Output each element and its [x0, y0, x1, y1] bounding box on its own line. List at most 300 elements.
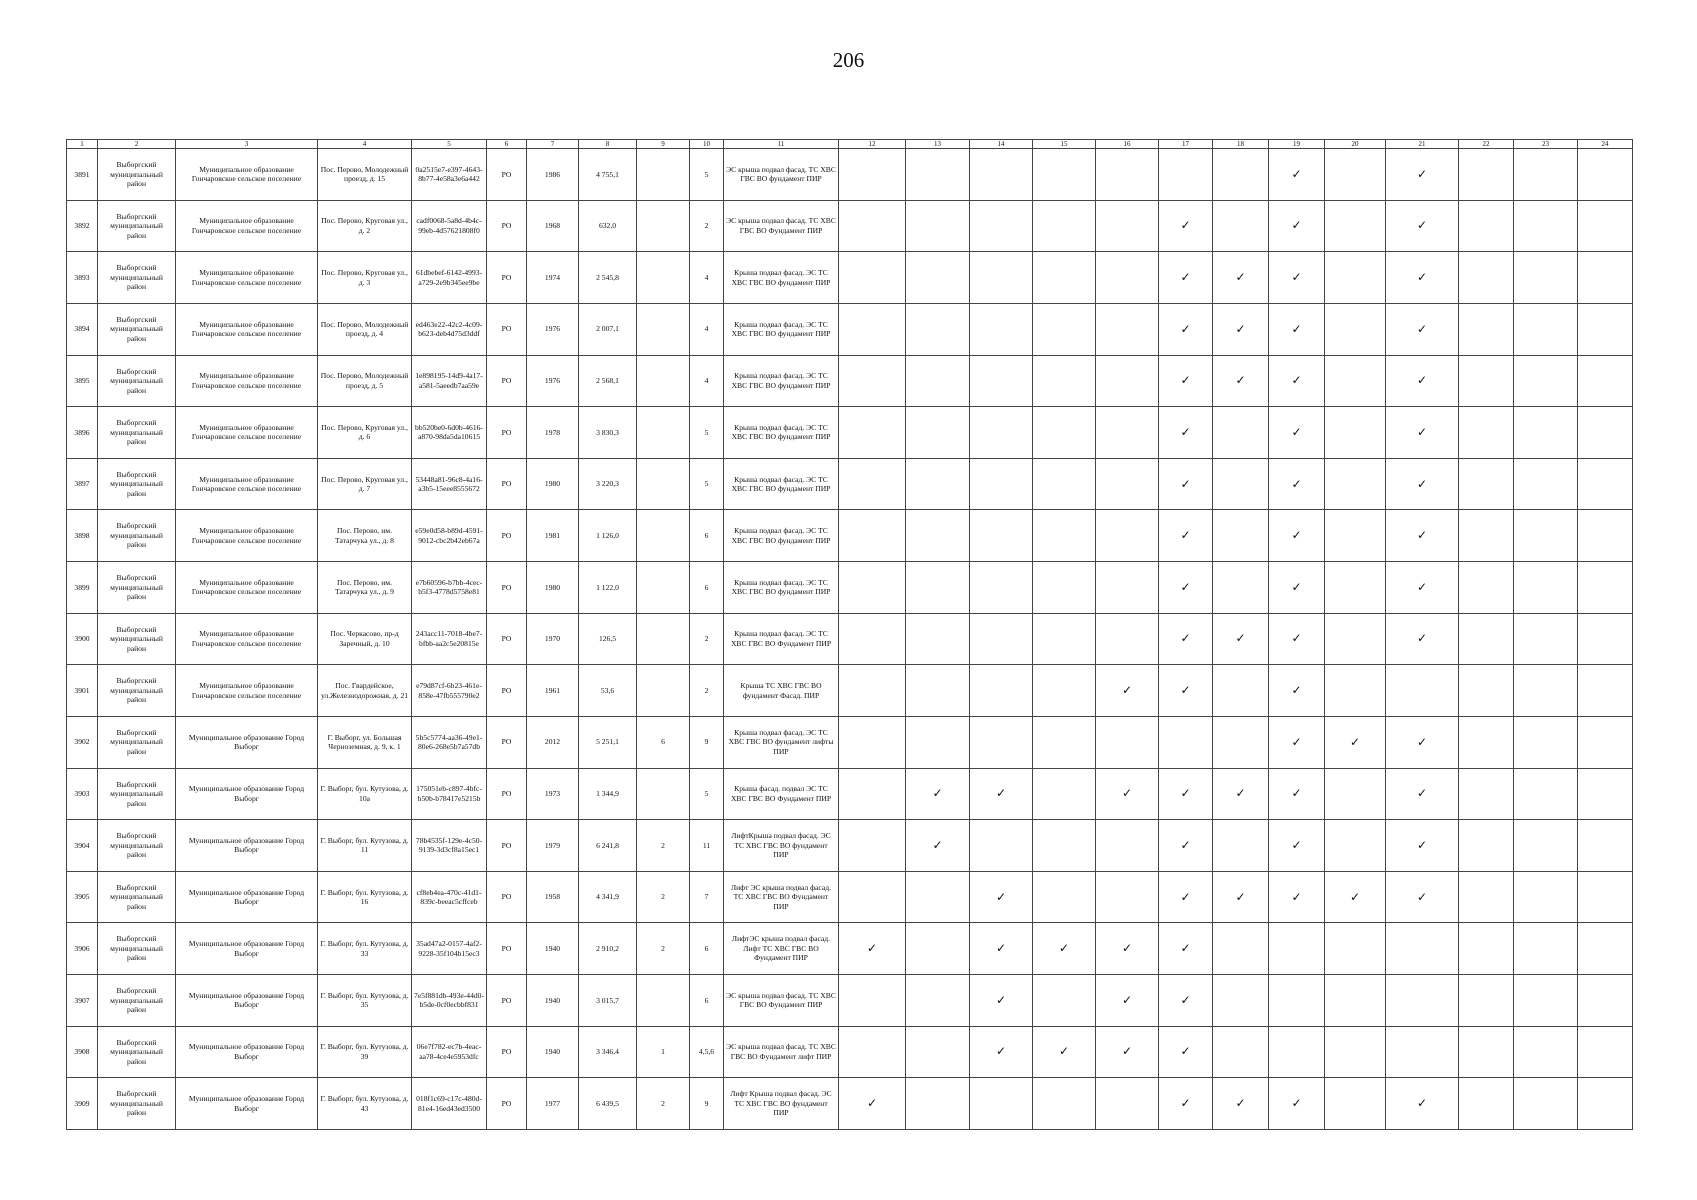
column-number: 4 [318, 140, 412, 149]
empty-cell [839, 458, 906, 510]
district-cell: Выборгский муниципальный район [98, 303, 176, 355]
guid-cell: 61dbebef-6142-4993-a729-2e9b345ee9be [412, 252, 487, 304]
empty-cell [1514, 407, 1578, 459]
district-cell: Выборгский муниципальный район [98, 355, 176, 407]
empty-cell [970, 407, 1033, 459]
empty-cell [839, 149, 906, 201]
empty-cell [1325, 355, 1386, 407]
empty-cell [839, 613, 906, 665]
form-cell: РО [487, 975, 527, 1027]
year-cell: 1968 [527, 200, 579, 252]
column-number: 19 [1269, 140, 1325, 149]
checkmark-icon: ✓ [1269, 458, 1325, 510]
area-cell: 5 251,1 [579, 716, 637, 768]
table-row [67, 355, 1633, 407]
col9-cell [637, 510, 690, 562]
address-cell: Пос. Перово, им. Татарчука ул., д. 9 [318, 562, 412, 614]
form-cell: РО [487, 1026, 527, 1078]
col9-cell [637, 200, 690, 252]
empty-cell [1459, 303, 1514, 355]
empty-cell [1213, 407, 1269, 459]
works-cell: Крыша подвал фасад. ЭС ТС ХВС ГВС ВО фундамент ПИР [724, 562, 839, 614]
empty-cell [1033, 149, 1096, 201]
form-cell: РО [487, 923, 527, 975]
empty-cell [1213, 200, 1269, 252]
table-row [67, 1078, 1633, 1130]
empty-cell [1096, 407, 1159, 459]
empty-cell [1033, 665, 1096, 717]
row-number: 3901 [67, 665, 98, 717]
empty-cell [1096, 252, 1159, 304]
empty-cell [1325, 200, 1386, 252]
checkmark-icon: ✓ [1269, 665, 1325, 717]
empty-cell [1033, 303, 1096, 355]
empty-cell [1269, 923, 1325, 975]
checkmark-icon: ✓ [1386, 613, 1459, 665]
empty-cell [1213, 1026, 1269, 1078]
address-cell: Г. Выборг, бул. Кутузова, д. 11 [318, 820, 412, 872]
empty-cell [1325, 510, 1386, 562]
checkmark-icon: ✓ [1159, 923, 1213, 975]
row-number: 3902 [67, 716, 98, 768]
column-number: 2 [98, 140, 176, 149]
col9-cell [637, 407, 690, 459]
empty-cell [906, 975, 970, 1027]
works-cell: Крыша ТС ХВС ГВС ВО фундамент Фасад. ПИР [724, 665, 839, 717]
year-cell: 1940 [527, 975, 579, 1027]
col10-cell: 5 [690, 458, 724, 510]
address-cell: Пос. Перово, Молодежный проезд, д. 4 [318, 303, 412, 355]
checkmark-icon: ✓ [1269, 871, 1325, 923]
checkmark-icon: ✓ [1269, 820, 1325, 872]
checkmark-icon: ✓ [1269, 716, 1325, 768]
row-number: 3892 [67, 200, 98, 252]
checkmark-icon: ✓ [1386, 510, 1459, 562]
checkmark-icon: ✓ [970, 923, 1033, 975]
empty-cell [1459, 768, 1514, 820]
checkmark-icon: ✓ [1096, 975, 1159, 1027]
empty-cell [906, 303, 970, 355]
district-cell: Выборгский муниципальный район [98, 407, 176, 459]
empty-cell [1325, 149, 1386, 201]
empty-cell [906, 510, 970, 562]
empty-cell [1578, 665, 1633, 717]
checkmark-icon: ✓ [1033, 1026, 1096, 1078]
col10-cell: 4 [690, 303, 724, 355]
year-cell: 1979 [527, 820, 579, 872]
works-cell: ЭС крыша подвал фасад. ТС ХВС ГВС ВО Фундамент лифт ПИР [724, 1026, 839, 1078]
empty-cell [1578, 768, 1633, 820]
municipality-cell: Муниципальное образование Город Выборг [176, 975, 318, 1027]
column-number: 3 [176, 140, 318, 149]
empty-cell [970, 510, 1033, 562]
empty-cell [906, 407, 970, 459]
empty-cell [1096, 716, 1159, 768]
municipality-cell: Муниципальное образование Гончаровское сельское поселение [176, 510, 318, 562]
empty-cell [1514, 1026, 1578, 1078]
year-cell: 1977 [527, 1078, 579, 1130]
col9-cell: 2 [637, 1078, 690, 1130]
column-number: 24 [1578, 140, 1633, 149]
empty-cell [1213, 458, 1269, 510]
empty-cell [839, 1026, 906, 1078]
address-cell: Пос. Перово, Молодежный проезд, д. 15 [318, 149, 412, 201]
district-cell: Выборгский муниципальный район [98, 665, 176, 717]
empty-cell [970, 149, 1033, 201]
empty-cell [839, 716, 906, 768]
area-cell: 3 015,7 [579, 975, 637, 1027]
works-cell: Крыша подвал фасад. ЭС ТС ХВС ГВС ВО фундамент ПИР [724, 355, 839, 407]
checkmark-icon: ✓ [1159, 407, 1213, 459]
checkmark-icon: ✓ [1269, 510, 1325, 562]
address-cell: Пос. Перово, им. Татарчука ул., д. 8 [318, 510, 412, 562]
empty-cell [906, 458, 970, 510]
checkmark-icon: ✓ [1386, 149, 1459, 201]
checkmark-icon: ✓ [1213, 252, 1269, 304]
works-cell: Крыша подвал фасад. ЭС ТС ХВС ГВС ВО Фундамент ПИР [724, 613, 839, 665]
address-cell: Г. Выборг, бул. Кутузова, д. 16 [318, 871, 412, 923]
form-cell: РО [487, 149, 527, 201]
form-cell: РО [487, 252, 527, 304]
row-number: 3903 [67, 768, 98, 820]
col9-cell [637, 149, 690, 201]
empty-cell [970, 252, 1033, 304]
area-cell: 632,0 [579, 200, 637, 252]
checkmark-icon: ✓ [1386, 407, 1459, 459]
municipality-cell: Муниципальное образование Гончаровское сельское поселение [176, 355, 318, 407]
column-number: 16 [1096, 140, 1159, 149]
col9-cell: 1 [637, 1026, 690, 1078]
checkmark-icon: ✓ [1269, 407, 1325, 459]
row-number: 3899 [67, 562, 98, 614]
checkmark-icon: ✓ [1386, 768, 1459, 820]
empty-cell [1578, 1078, 1633, 1130]
empty-cell [906, 355, 970, 407]
guid-cell: e7b60596-b7bb-4cec-b5f3-4778d5758e81 [412, 562, 487, 614]
empty-cell [1514, 1078, 1578, 1130]
checkmark-icon: ✓ [1269, 149, 1325, 201]
column-number: 13 [906, 140, 970, 149]
empty-cell [1578, 407, 1633, 459]
checkmark-icon: ✓ [1386, 1078, 1459, 1130]
empty-cell [1269, 975, 1325, 1027]
row-number: 3895 [67, 355, 98, 407]
empty-cell [906, 923, 970, 975]
column-number: 8 [579, 140, 637, 149]
address-cell: Пос. Перово, Круговая ул., д. 7 [318, 458, 412, 510]
empty-cell [1213, 820, 1269, 872]
empty-cell [1213, 716, 1269, 768]
empty-cell [1033, 355, 1096, 407]
address-cell: Г. Выборг, бул. Кутузова, д. 39 [318, 1026, 412, 1078]
column-number-row [67, 140, 1633, 149]
year-cell: 1986 [527, 149, 579, 201]
municipality-cell: Муниципальное образование Город Выборг [176, 871, 318, 923]
checkmark-icon: ✓ [906, 768, 970, 820]
empty-cell [1578, 149, 1633, 201]
empty-cell [1325, 1026, 1386, 1078]
table-row [67, 1026, 1633, 1078]
empty-cell [970, 200, 1033, 252]
checkmark-icon: ✓ [1269, 768, 1325, 820]
checkmark-icon: ✓ [839, 923, 906, 975]
works-cell: Крыша подвал фасад. ЭС ТС ХВС ГВС ВО фундамент лифты ПИР [724, 716, 839, 768]
district-cell: Выборгский муниципальный район [98, 1026, 176, 1078]
col9-cell [637, 975, 690, 1027]
empty-cell [1386, 665, 1459, 717]
address-cell: Пос. Перово, Круговая ул., д. 3 [318, 252, 412, 304]
year-cell: 1976 [527, 355, 579, 407]
area-cell: 1 344,9 [579, 768, 637, 820]
row-number: 3908 [67, 1026, 98, 1078]
column-number: 10 [690, 140, 724, 149]
empty-cell [1213, 562, 1269, 614]
page-number: 206 [832, 48, 865, 72]
empty-cell [1325, 975, 1386, 1027]
district-cell: Выборгский муниципальный район [98, 1078, 176, 1130]
checkmark-icon: ✓ [1213, 768, 1269, 820]
address-cell: Г. Выборг, бул. Кутузова, д. 10а [318, 768, 412, 820]
col10-cell: 6 [690, 975, 724, 1027]
empty-cell [1578, 252, 1633, 304]
checkmark-icon: ✓ [1159, 1078, 1213, 1130]
table-row [67, 923, 1633, 975]
guid-cell: e79d87cf-6b23-461e-858e-47fb555790e2 [412, 665, 487, 717]
empty-cell [1514, 252, 1578, 304]
guid-cell: cf8eb4ea-470c-41d1-839c-beeac5cffceb [412, 871, 487, 923]
empty-cell [1213, 510, 1269, 562]
table-row [67, 975, 1633, 1027]
checkmark-icon: ✓ [1159, 1026, 1213, 1078]
year-cell: 1974 [527, 252, 579, 304]
checkmark-icon: ✓ [1159, 768, 1213, 820]
column-number: 11 [724, 140, 839, 149]
table-row [67, 303, 1633, 355]
municipality-cell: Муниципальное образование Гончаровское сельское поселение [176, 665, 318, 717]
empty-cell [970, 458, 1033, 510]
empty-cell [1325, 252, 1386, 304]
checkmark-icon: ✓ [1096, 1026, 1159, 1078]
empty-cell [1514, 923, 1578, 975]
empty-cell [1033, 1078, 1096, 1130]
works-cell: Крыша подвал фасад. ЭС ТС ХВС ГВС ВО фундамент ПИР [724, 407, 839, 459]
works-cell: Лифт Крыша подвал фасад. ЭС ТС ХВС ГВС ВО фундамент ПИР [724, 1078, 839, 1130]
municipality-cell: Муниципальное образование Город Выборг [176, 923, 318, 975]
empty-cell [1514, 716, 1578, 768]
year-cell: 1961 [527, 665, 579, 717]
col9-cell [637, 562, 690, 614]
checkmark-icon: ✓ [1269, 200, 1325, 252]
empty-cell [906, 871, 970, 923]
empty-cell [1514, 200, 1578, 252]
empty-cell [906, 613, 970, 665]
district-cell: Выборгский муниципальный район [98, 149, 176, 201]
col10-cell: 2 [690, 613, 724, 665]
works-cell: Крыша подвал фасад. ЭС ТС ХВС ГВС ВО фундамент ПИР [724, 458, 839, 510]
address-cell: Пос. Перово, Молодежный проезд, д. 5 [318, 355, 412, 407]
row-number: 3896 [67, 407, 98, 459]
form-cell: РО [487, 200, 527, 252]
year-cell: 1973 [527, 768, 579, 820]
table-row [67, 820, 1633, 872]
empty-cell [906, 665, 970, 717]
col10-cell: 4 [690, 252, 724, 304]
checkmark-icon: ✓ [970, 975, 1033, 1027]
empty-cell [970, 665, 1033, 717]
area-cell: 1 126,0 [579, 510, 637, 562]
empty-cell [1459, 1078, 1514, 1130]
year-cell: 1978 [527, 407, 579, 459]
municipality-cell: Муниципальное образование Город Выборг [176, 716, 318, 768]
checkmark-icon: ✓ [1386, 303, 1459, 355]
checkmark-icon: ✓ [1269, 562, 1325, 614]
empty-cell [970, 355, 1033, 407]
municipality-cell: Муниципальное образование Город Выборг [176, 1026, 318, 1078]
year-cell: 1940 [527, 923, 579, 975]
col10-cell: 5 [690, 149, 724, 201]
column-number: 21 [1386, 140, 1459, 149]
area-cell: 2 910,2 [579, 923, 637, 975]
guid-cell: bb520be0-6d0b-4616-a870-98da5da10615 [412, 407, 487, 459]
form-cell: РО [487, 510, 527, 562]
works-cell: ЭС крыша подвал фасад. ТС ХВС ГВС ВО фундамент ПИР [724, 149, 839, 201]
empty-cell [1325, 613, 1386, 665]
empty-cell [1096, 562, 1159, 614]
table-row [67, 458, 1633, 510]
area-cell: 4 341,9 [579, 871, 637, 923]
district-cell: Выборгский муниципальный район [98, 768, 176, 820]
empty-cell [1096, 871, 1159, 923]
empty-cell [1578, 820, 1633, 872]
guid-cell: e59e0d58-b89d-4591-9012-cbc2b42eb67a [412, 510, 487, 562]
col9-cell [637, 458, 690, 510]
form-cell: РО [487, 355, 527, 407]
empty-cell [1459, 510, 1514, 562]
guid-cell: 53448a81-96c8-4a16-a3b5-15eee8555672 [412, 458, 487, 510]
empty-cell [839, 252, 906, 304]
empty-cell [1269, 1026, 1325, 1078]
checkmark-icon: ✓ [1213, 303, 1269, 355]
form-cell: РО [487, 303, 527, 355]
col9-cell [637, 768, 690, 820]
row-number: 3891 [67, 149, 98, 201]
empty-cell [1514, 613, 1578, 665]
empty-cell [1386, 1026, 1459, 1078]
guid-cell: 175051eb-c897-4bfc-b50b-b78417e5215b [412, 768, 487, 820]
form-cell: РО [487, 665, 527, 717]
empty-cell [1578, 871, 1633, 923]
empty-cell [1514, 510, 1578, 562]
address-cell: Г. Выборг, ул. Большая Черноземная, д. 9, к. 1 [318, 716, 412, 768]
area-cell: 3 220,3 [579, 458, 637, 510]
row-number: 3906 [67, 923, 98, 975]
works-cell: Лифт ЭС крыша подвал фасад. ТС ХВС ГВС ВО Фундамент ПИР [724, 871, 839, 923]
checkmark-icon: ✓ [1159, 303, 1213, 355]
row-number: 3905 [67, 871, 98, 923]
col9-cell: 2 [637, 871, 690, 923]
checkmark-icon: ✓ [1213, 613, 1269, 665]
area-cell: 2 568,1 [579, 355, 637, 407]
works-cell: Крыша подвал фасад. ЭС ТС ХВС ГВС ВО фундамент ПИР [724, 303, 839, 355]
guid-cell: cadf0068-5a8d-4b4c-99eb-4d57621808f0 [412, 200, 487, 252]
empty-cell [1325, 303, 1386, 355]
empty-cell [1459, 716, 1514, 768]
row-number: 3894 [67, 303, 98, 355]
table-row [67, 716, 1633, 768]
empty-cell [906, 1026, 970, 1078]
empty-cell [1033, 613, 1096, 665]
checkmark-icon: ✓ [1269, 1078, 1325, 1130]
empty-cell [1159, 716, 1213, 768]
municipality-cell: Муниципальное образование Гончаровское сельское поселение [176, 562, 318, 614]
checkmark-icon: ✓ [1159, 871, 1213, 923]
col9-cell: 2 [637, 820, 690, 872]
district-cell: Выборгский муниципальный район [98, 871, 176, 923]
col9-cell [637, 665, 690, 717]
empty-cell [970, 820, 1033, 872]
empty-cell [1213, 149, 1269, 201]
empty-cell [1325, 407, 1386, 459]
empty-cell [1386, 923, 1459, 975]
municipality-cell: Муниципальное образование Город Выборг [176, 1078, 318, 1130]
empty-cell [1213, 923, 1269, 975]
checkmark-icon: ✓ [1159, 252, 1213, 304]
empty-cell [1459, 613, 1514, 665]
empty-cell [1096, 510, 1159, 562]
empty-cell [1213, 665, 1269, 717]
area-cell: 2 545,8 [579, 252, 637, 304]
checkmark-icon: ✓ [1159, 820, 1213, 872]
empty-cell [1578, 613, 1633, 665]
guid-cell: 243acc11-7018-4be7-bfbb-aa2c5e20815e [412, 613, 487, 665]
empty-cell [1325, 820, 1386, 872]
col10-cell: 7 [690, 871, 724, 923]
column-number: 15 [1033, 140, 1096, 149]
empty-cell [1514, 562, 1578, 614]
empty-cell [1033, 252, 1096, 304]
table-row [67, 665, 1633, 717]
empty-cell [906, 149, 970, 201]
checkmark-icon: ✓ [1386, 820, 1459, 872]
empty-cell [1096, 303, 1159, 355]
checkmark-icon: ✓ [1213, 355, 1269, 407]
table-row [67, 200, 1633, 252]
empty-cell [1033, 200, 1096, 252]
column-number: 1 [67, 140, 98, 149]
empty-cell [1459, 407, 1514, 459]
empty-cell [1459, 820, 1514, 872]
works-cell: Крыша подвал фасад. ЭС ТС ХВС ГВС ВО фундамент ПИР [724, 252, 839, 304]
column-number: 14 [970, 140, 1033, 149]
empty-cell [1514, 303, 1578, 355]
checkmark-icon: ✓ [1386, 355, 1459, 407]
empty-cell [1096, 355, 1159, 407]
address-cell: Г. Выборг, бул. Кутузова, д. 43 [318, 1078, 412, 1130]
row-number: 3909 [67, 1078, 98, 1130]
column-number: 22 [1459, 140, 1514, 149]
empty-cell [1578, 200, 1633, 252]
checkmark-icon: ✓ [1159, 200, 1213, 252]
empty-cell [1459, 665, 1514, 717]
area-cell: 1 122,0 [579, 562, 637, 614]
empty-cell [839, 355, 906, 407]
empty-cell [1578, 458, 1633, 510]
area-cell: 126,5 [579, 613, 637, 665]
column-number: 20 [1325, 140, 1386, 149]
col9-cell [637, 252, 690, 304]
col9-cell: 6 [637, 716, 690, 768]
checkmark-icon: ✓ [1159, 355, 1213, 407]
